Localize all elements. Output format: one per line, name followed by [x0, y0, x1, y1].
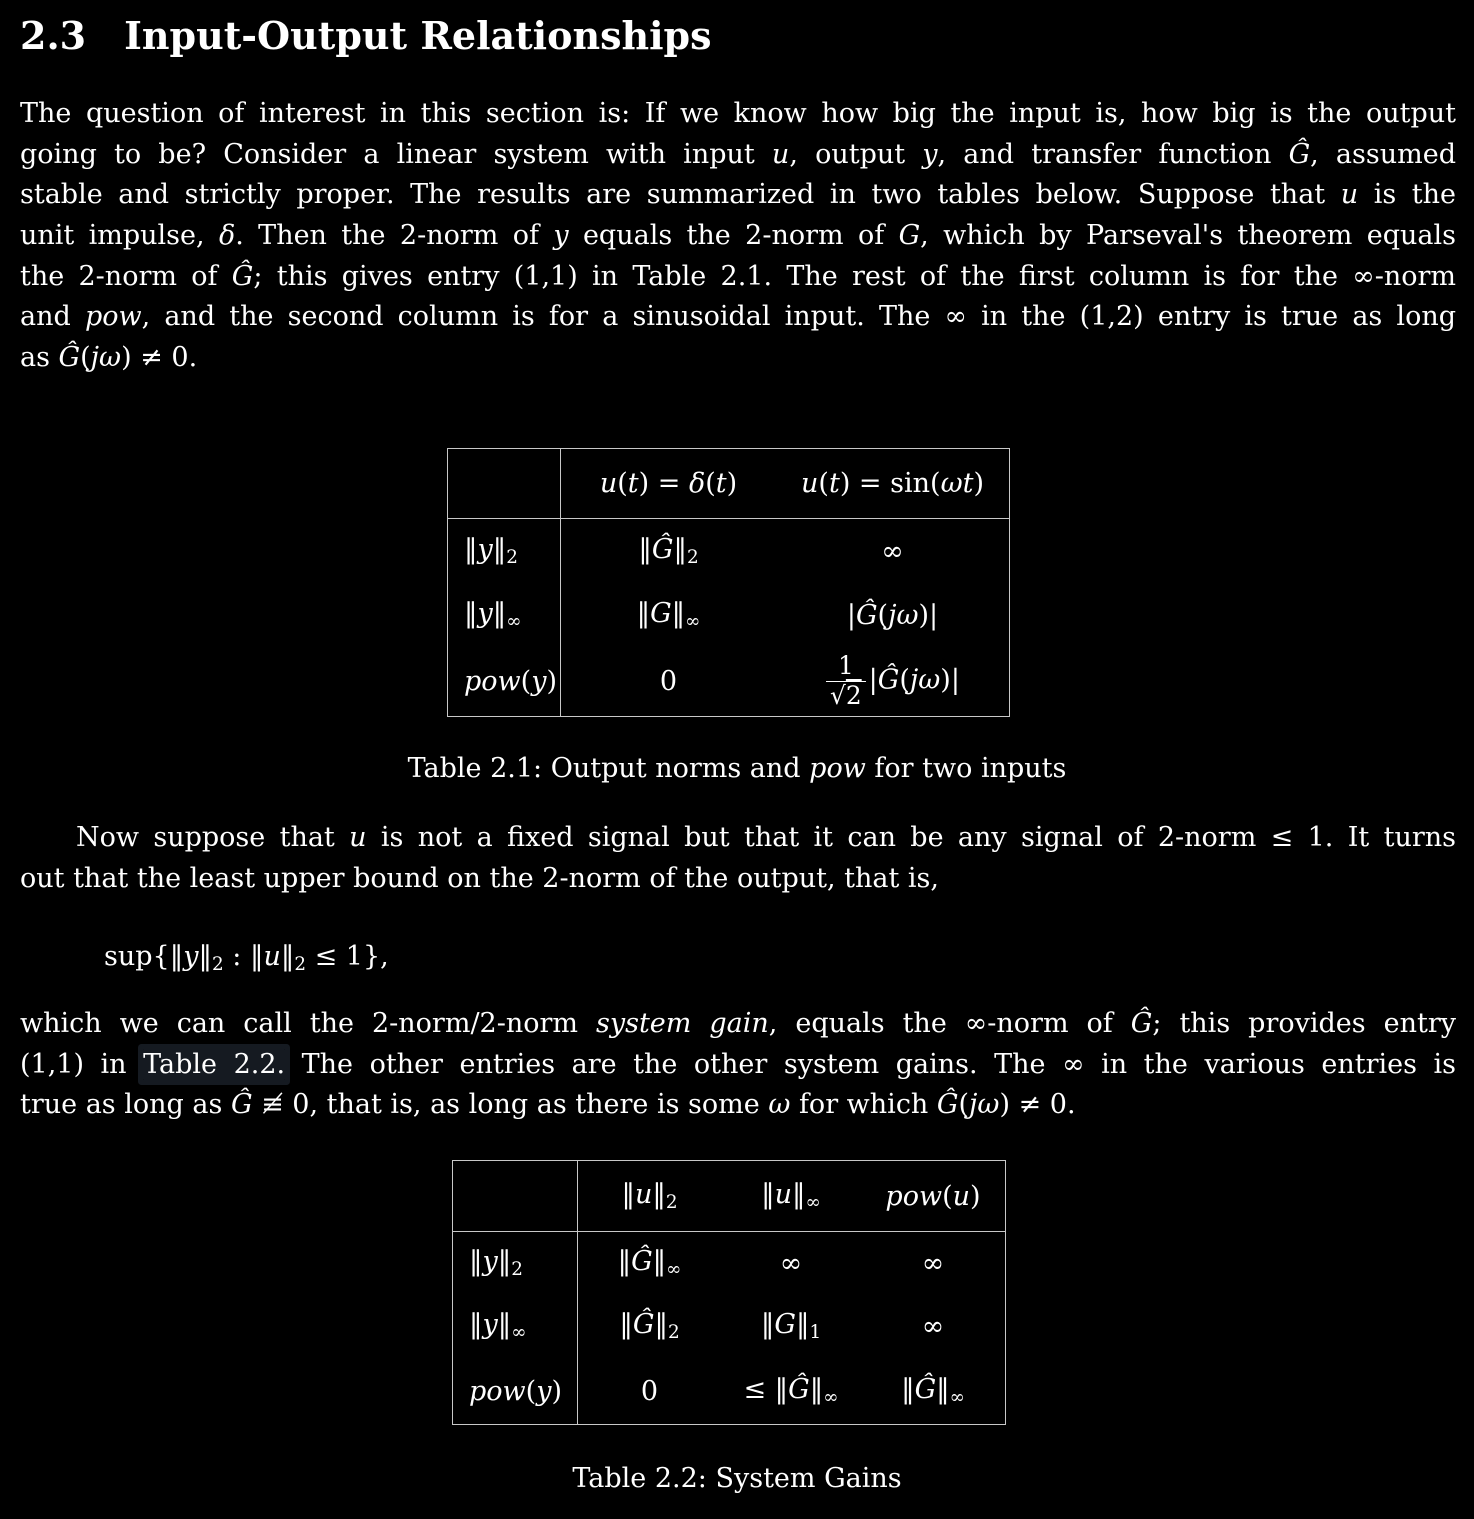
text-run: sup{ [104, 941, 170, 972]
text-run: ; this gives entry (1,1) in Table 2.1. The rest of the first column is for the ∞-norm [253, 260, 1457, 292]
text-run: 2 [506, 547, 518, 569]
text-run: Ĝ [936, 1089, 959, 1121]
text-run: out that the least upper bound on the 2-norm of the output, that is, [20, 862, 939, 894]
rich-text [922, 1248, 945, 1279]
text-run: Ĝ [1130, 1008, 1153, 1039]
table-2-1 [447, 448, 1010, 717]
text-run: | [846, 599, 856, 631]
rich-text [464, 666, 557, 697]
text-run: ) [973, 468, 984, 499]
text-run: ) ≠ 0. [999, 1089, 1076, 1121]
text-run: ∞ [685, 611, 701, 633]
text-run: t [627, 468, 639, 499]
rich-text [20, 863, 939, 894]
text-run: t [828, 468, 840, 499]
text-run: ∞ [511, 1322, 527, 1344]
rich-text [20, 220, 1456, 251]
text-run: ωt [940, 468, 974, 499]
rich-text [469, 1376, 562, 1407]
text-run: δ [688, 468, 706, 499]
text-run: ‖ [652, 1246, 667, 1278]
text-run: for two inputs [865, 753, 1067, 784]
text-run: G [650, 597, 672, 629]
text-run: pow [885, 1180, 943, 1212]
text-line [20, 818, 1456, 859]
text-run: u [349, 822, 367, 853]
text-run: ‖ [760, 1309, 775, 1341]
text-run: u [801, 468, 819, 499]
text-run: jω [90, 342, 122, 374]
text-run: ≢ 0, that is, as long as there is some [252, 1089, 769, 1121]
rich-text [104, 941, 389, 976]
text-run: 2 [294, 954, 307, 976]
text-run: ( [877, 599, 889, 631]
text-run: Table 2.2: System Gains [572, 1463, 902, 1494]
text-run: √ [830, 681, 846, 710]
text-run: Ĝ [877, 665, 900, 696]
column-header [561, 449, 776, 519]
section-title: Input-Output Relationships [124, 13, 712, 58]
text-run: y [477, 533, 493, 565]
text-run: y [922, 138, 938, 170]
text-run: ‖ [497, 1246, 512, 1278]
rich-text [20, 1008, 1456, 1039]
text-run: ( [80, 342, 91, 374]
text-run: ‖ [671, 597, 686, 629]
text-run: u [952, 1180, 971, 1212]
table-cell [721, 1295, 861, 1358]
text-run: pow [464, 666, 521, 697]
text-line [20, 297, 1456, 338]
text-run: , which by Parseval's theorem equals [920, 220, 1456, 252]
text-run: ∞ [881, 535, 904, 567]
sup-equation [104, 937, 389, 986]
table-cell [776, 519, 1009, 583]
text-run: ‖ [464, 533, 478, 565]
text-run: ‖ [636, 597, 651, 629]
text-run: Ĝ [631, 1246, 653, 1278]
text-line [20, 338, 1456, 379]
table-cell [861, 1295, 1005, 1358]
text-run: unit impulse, [20, 220, 219, 252]
text-run: ‖ [492, 597, 507, 629]
text-run: ∞ [805, 1192, 821, 1214]
rich-text [408, 753, 1067, 784]
text-run: 2 [211, 954, 224, 976]
text-run: jω [888, 599, 919, 631]
text-run: ( [705, 468, 716, 499]
text-run: ‖ [617, 1246, 632, 1278]
text-run: ‖ [469, 1309, 483, 1341]
text-run: ‖ [654, 1309, 668, 1341]
rich-text [801, 468, 984, 499]
table-corner-cell [448, 449, 561, 519]
table-cell [578, 1232, 721, 1295]
text-run: which we can call the 2-norm/2-norm [20, 1008, 596, 1039]
text-run: (1,1) in [20, 1048, 144, 1080]
text-run: Ĝ [1288, 138, 1311, 170]
table-cell [578, 1358, 721, 1424]
rich-text [618, 1246, 682, 1280]
text-run: ‖ [901, 1373, 915, 1405]
text-run: ∞ [823, 1387, 839, 1409]
rich-text [881, 536, 904, 567]
rich-text [847, 600, 938, 631]
text-run: t [715, 468, 727, 499]
rich-text [761, 1309, 821, 1343]
text-line [20, 175, 1456, 216]
rich-text [20, 139, 1456, 170]
text-run: 1 [837, 651, 854, 681]
text-run: is the [1358, 179, 1457, 211]
text-run: ( [942, 1180, 953, 1212]
column-header [776, 449, 1009, 519]
text-run: 0 [640, 1375, 659, 1407]
text-run: u [774, 1178, 793, 1210]
text-run: , output [789, 138, 923, 170]
text-run: ‖ [638, 533, 652, 565]
paragraph-1 [20, 94, 1456, 379]
rich-text [885, 1181, 980, 1212]
text-run: ) ≠ 0. [121, 342, 198, 374]
text-run: u [1340, 179, 1359, 211]
text-run: ‖ [936, 1373, 950, 1405]
text-run: ‖ [464, 597, 478, 629]
text-run: pow [809, 753, 866, 784]
text-run: Table 2.1: Output norms and [407, 753, 810, 784]
rich-text [637, 598, 701, 632]
text-run: )| [918, 599, 939, 631]
table-2-2 [452, 1160, 1006, 1425]
rich-text [743, 1374, 838, 1408]
text-line [20, 94, 1456, 135]
text-run: going to be? Consider a linear system with input [20, 138, 772, 170]
row-label [448, 519, 561, 583]
text-run: , and transfer function [937, 138, 1289, 170]
text-run: 2 [511, 1259, 523, 1281]
text-run: u [599, 468, 618, 499]
text-run: Ĝ [914, 1373, 937, 1405]
text-line [20, 859, 1456, 900]
text-run: ‖ [774, 1373, 789, 1405]
text-run: ∞ [921, 1311, 945, 1342]
row-label [453, 1232, 578, 1295]
text-run: y [553, 220, 569, 252]
section-number: 2.3 [20, 13, 87, 58]
text-run: ‖ [761, 1178, 775, 1210]
text-run: ‖ [249, 941, 264, 972]
table-2-2-caption [0, 1458, 1474, 1499]
paragraph-3 [20, 1004, 1456, 1126]
text-line [20, 257, 1456, 298]
text-run: stable and strictly proper. The results are summarized in two tables below. Suppose that [20, 179, 1341, 211]
text-run: The other entries are the other system gains. The ∞ in the various entries is [285, 1048, 1457, 1080]
text-run: true as long as [20, 1089, 231, 1121]
text-run: ( [525, 1375, 537, 1407]
text-run: Ĝ [651, 533, 674, 565]
rich-text [20, 1089, 1076, 1120]
text-run: ( [899, 665, 910, 696]
text-run: ‖ [492, 533, 507, 565]
text-run: 2 [665, 1192, 678, 1214]
text-run: ( [958, 1089, 970, 1121]
table-cell [861, 1358, 1005, 1424]
row-label [453, 1358, 578, 1424]
text-run: u [263, 941, 281, 972]
text-run: y [477, 597, 493, 629]
text-run: ω [768, 1089, 791, 1121]
rich-text [922, 1311, 945, 1342]
text-run: : [223, 941, 250, 972]
table-cell [861, 1232, 1005, 1295]
text-run: ∞ [666, 1259, 682, 1281]
text-run: ‖ [621, 1178, 635, 1210]
rich-text [20, 1049, 1456, 1080]
text-run: ) [546, 666, 558, 697]
text-run: ≤ [743, 1373, 775, 1405]
text-run: ∞ [779, 1248, 803, 1279]
text-run: y [482, 1309, 498, 1341]
text-run: u [771, 138, 790, 170]
text-run: , equals the ∞-norm of [768, 1008, 1131, 1039]
text-line [20, 216, 1456, 257]
row-label [448, 583, 561, 647]
table-cell [578, 1295, 721, 1358]
text-run: jω [969, 1089, 1000, 1121]
text-run: Ĝ [855, 599, 878, 631]
table-cell [776, 583, 1009, 647]
fraction [826, 652, 866, 710]
text-run: , assumed [1310, 138, 1456, 170]
text-run: Ĝ [632, 1309, 655, 1341]
text-run: ∞ [949, 1387, 965, 1409]
text-run: 2 [686, 547, 699, 569]
rich-text [825, 652, 960, 710]
text-run: u [634, 1178, 653, 1210]
text-run: pow [84, 301, 142, 333]
text-run: y [482, 1246, 498, 1278]
text-run: G [774, 1309, 796, 1341]
rich-text [20, 261, 1456, 292]
text-run: jω [909, 665, 941, 696]
text-run: ‖ [469, 1246, 483, 1278]
text-run: ; this provides entry [1152, 1008, 1456, 1039]
rich-text [20, 301, 1456, 332]
table-2-2-link[interactable]: Table 2.2. [143, 1048, 286, 1080]
text-run: is not a fixed signal but that it can be any signal of 2-norm ≤ 1. It turns [366, 822, 1456, 853]
rich-text [464, 534, 518, 568]
rich-text [660, 666, 677, 697]
text-run: ‖ [795, 1309, 810, 1341]
text-run: Ĝ [58, 342, 81, 374]
text-run: ‖ [809, 1373, 824, 1405]
rich-text [469, 1309, 527, 1343]
paragraph-2 [20, 818, 1456, 899]
column-header [861, 1161, 1005, 1232]
text-run: ) [726, 468, 738, 499]
text-run: ∞ [921, 1248, 945, 1279]
table-cell [561, 583, 776, 647]
text-run: ) [970, 1180, 981, 1212]
text-run: Ĝ [230, 1089, 253, 1121]
row-label [448, 647, 561, 716]
text-line [20, 1045, 1456, 1086]
text-run: for which [790, 1089, 937, 1121]
text-run: ‖ [673, 533, 687, 565]
column-header [721, 1161, 861, 1232]
rich-text [464, 598, 522, 632]
rich-text [621, 1179, 677, 1213]
text-run: system gain [595, 1008, 769, 1039]
table-cell [721, 1358, 861, 1424]
rich-text [761, 1179, 821, 1213]
text-run: 0 [659, 666, 678, 697]
text-run: δ [218, 220, 236, 252]
text-run: 2 [845, 681, 862, 710]
text-run: Now suppose that [76, 822, 350, 853]
text-run: , and the second column is for a sinusoidal input. The ∞ in the (1,2) entry is true as long [141, 301, 1456, 333]
text-run: ‖ [619, 1309, 633, 1341]
text-run: 1 [809, 1322, 822, 1344]
text-run: | [868, 665, 878, 696]
text-run: and [20, 301, 85, 333]
text-run: . Then the 2-norm of [235, 220, 554, 252]
text-run: ≤ 1}, [306, 941, 389, 972]
text-run: ‖ [497, 1309, 512, 1341]
text-run: Ĝ [231, 260, 254, 292]
table-cell [721, 1232, 861, 1295]
text-run: )| [940, 665, 960, 696]
text-run: ‖ [198, 941, 212, 972]
rich-text [780, 1248, 803, 1279]
text-run: ( [818, 468, 829, 499]
text-run: ( [520, 666, 532, 697]
table-cell [561, 519, 776, 583]
text-line [20, 1004, 1456, 1045]
text-run: The question of interest in this section is: If we know how big the input is, how big is the output [20, 98, 1456, 129]
text-run: pow [469, 1375, 526, 1407]
text-run: 2 [667, 1322, 680, 1344]
text-run: ( [617, 468, 628, 499]
text-run: y [183, 941, 199, 972]
text-run: equals the 2-norm of [568, 220, 899, 252]
rich-text [469, 1246, 523, 1280]
rich-text [638, 534, 698, 568]
text-run: ‖ [792, 1178, 806, 1210]
rich-text [619, 1309, 679, 1343]
table-cell [776, 647, 1009, 716]
text-run: ) = [638, 468, 689, 499]
text-run: as [20, 342, 59, 374]
rich-text [901, 1374, 965, 1408]
rich-text [20, 179, 1456, 210]
text-run: ‖ [652, 1178, 666, 1210]
text-run: ) [551, 1375, 563, 1407]
text-run: y [531, 666, 547, 697]
section-heading [20, 12, 712, 60]
text-line [20, 135, 1456, 176]
text-run: y [536, 1375, 552, 1407]
rich-text [20, 98, 1456, 129]
table-2-1-caption [0, 748, 1474, 789]
column-header [578, 1161, 721, 1232]
rich-text [600, 468, 737, 499]
text-run: G [898, 220, 921, 252]
text-run: ‖ [280, 941, 295, 972]
text-run: the 2-norm of [20, 260, 232, 292]
text-run: Ĝ [788, 1373, 810, 1405]
text-run: ) = sin( [839, 468, 941, 499]
text-line [20, 1085, 1456, 1126]
table-cell [561, 647, 776, 716]
row-label [453, 1295, 578, 1358]
text-run: ‖ [169, 941, 184, 972]
text-run: ∞ [506, 611, 522, 633]
rich-text [20, 342, 197, 373]
rich-text [572, 1463, 901, 1494]
table-corner-cell [453, 1161, 578, 1232]
rich-text [76, 822, 1456, 853]
rich-text [641, 1376, 658, 1407]
